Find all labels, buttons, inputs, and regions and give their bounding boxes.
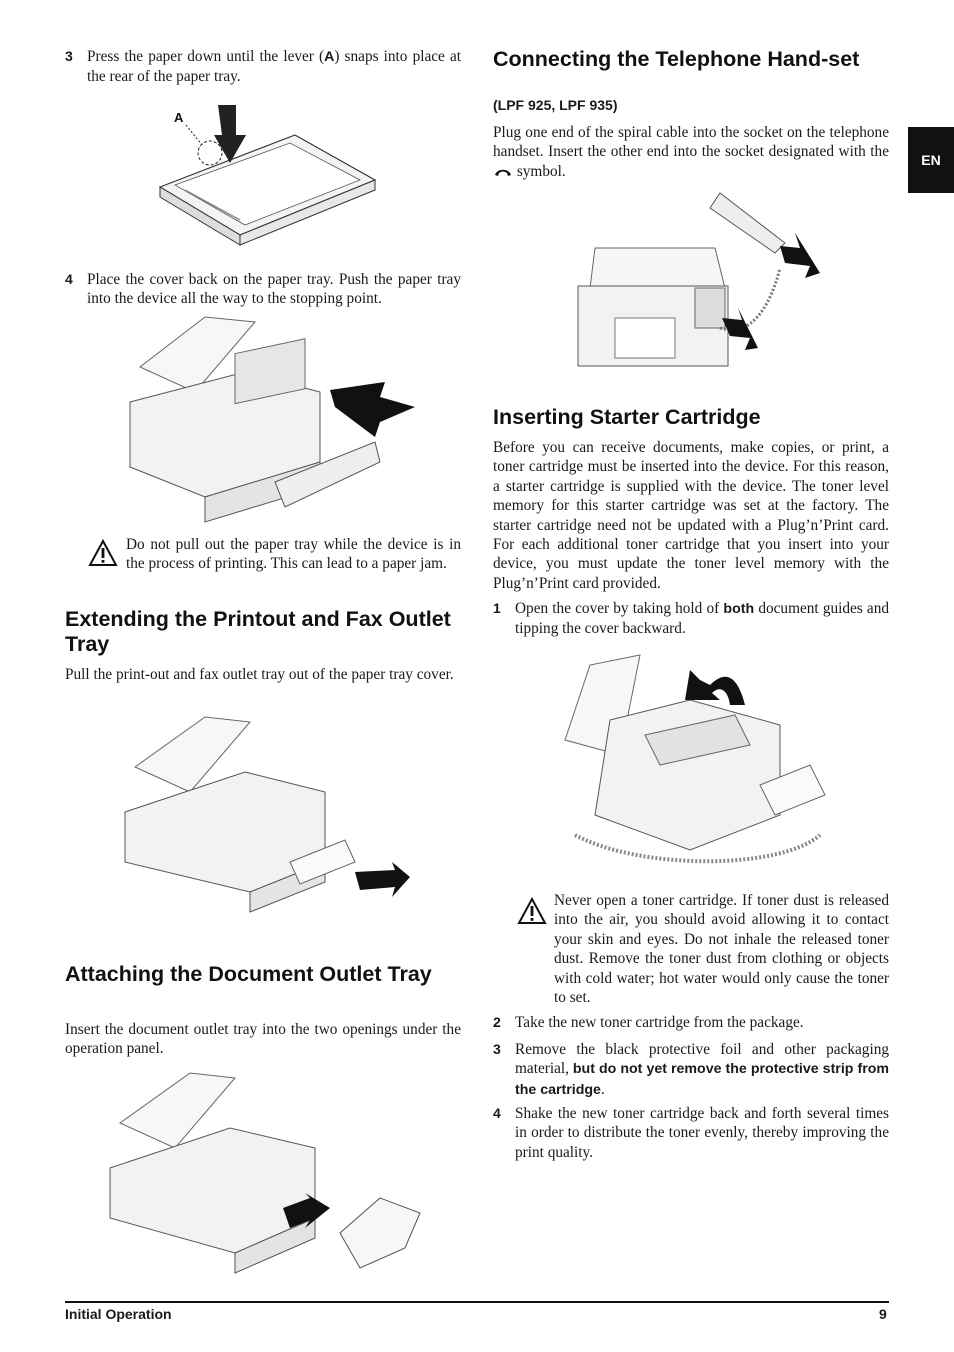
language-tab: EN xyxy=(908,127,954,193)
step-number: 3 xyxy=(65,48,73,64)
warning-toner: Never open a toner cartridge. If toner dust is released into the air, you should avoid allowing it to contact your skin and eyes. Do not inhale the released toner dust. Remove the toner dust from clothing or objects with cold water; hot water would only cause the toner to set. xyxy=(554,892,889,1007)
footer-section: Initial Operation xyxy=(65,1306,172,1322)
page-number: 9 xyxy=(879,1306,887,1322)
fax-outlet-tray-illustration xyxy=(120,712,420,917)
subheading-models: (LPF 925, LPF 935) xyxy=(493,97,618,113)
heading-attaching-tray: Attaching the Document Outlet Tray xyxy=(65,962,432,986)
text-handset: Plug one end of the spiral cable into the socket on the telephone handset. Insert the other end into the socket designated with the symbol. xyxy=(493,124,889,180)
handset-icon xyxy=(493,167,513,177)
warning-paper-tray: Do not pull out the paper tray while the device is in the process of printing. This can lead to a paper jam. xyxy=(126,536,461,573)
text-extending-tray: Pull the print-out and fax outlet tray out of the paper tray cover. xyxy=(65,666,454,683)
text-attaching-tray: Insert the document outlet tray into the two openings under the operation panel. xyxy=(65,1021,461,1058)
step-2-take-cartridge: 2 Take the new toner cartridge from the package. xyxy=(493,1014,804,1031)
fig-label-a: A xyxy=(174,110,184,125)
step-1-open-cover: 1 Open the cover by taking hold of both document guides and tipping the cover backward. xyxy=(493,600,889,638)
step-4-cover: 4 Place the cover back on the paper tray. Push the paper tray into the device all the way to the stopping point. xyxy=(65,271,461,308)
paper-tray-illustration xyxy=(150,95,390,255)
step-number: 4 xyxy=(493,1105,501,1121)
warning-icon xyxy=(88,539,118,567)
handset-illustration xyxy=(570,188,830,378)
fax-push-tray-illustration xyxy=(125,312,425,527)
step-number: 4 xyxy=(65,271,73,287)
step-number: 2 xyxy=(493,1014,501,1030)
step-number: 3 xyxy=(493,1041,501,1057)
open-cover-illustration xyxy=(560,645,835,875)
footer-rule xyxy=(65,1301,889,1303)
step-number: 1 xyxy=(493,600,501,616)
heading-handset: Connecting the Telephone Hand-set xyxy=(493,47,860,71)
document-outlet-tray-illustration xyxy=(105,1068,435,1283)
step-3-paper: 3 Press the paper down until the lever (A) snaps into place at the rear of the paper tray. xyxy=(65,48,461,86)
heading-extending-tray: Extending the Printout and Fax Outlet Tray xyxy=(65,607,451,656)
text-cartridge-intro: Before you can receive documents, make copies, or print, a toner cartridge must be inserted into the device. For this reason, a starter cartridge is supplied with the device. The toner level memory for this starter cartridge was set at the factory. The starter cartridge need not be updated with a Plug’n’Print card. For each additional toner cartridge that you insert into your device, you must update the toner level memory with the Plug’n’Print card provided. xyxy=(493,439,889,592)
warning-icon xyxy=(517,897,547,925)
heading-starter-cartridge: Inserting Starter Cartridge xyxy=(493,405,761,429)
lever-label: A xyxy=(324,49,335,65)
step-4-shake-cartridge: 4 Shake the new toner cartridge back and forth several times in order to distribute the toner evenly, thereby improving the print quality. xyxy=(493,1105,889,1161)
step-3-remove-foil: 3 Remove the black protective foil and other packaging material, but do not yet remove the protective strip from the cartridge. xyxy=(493,1041,889,1098)
